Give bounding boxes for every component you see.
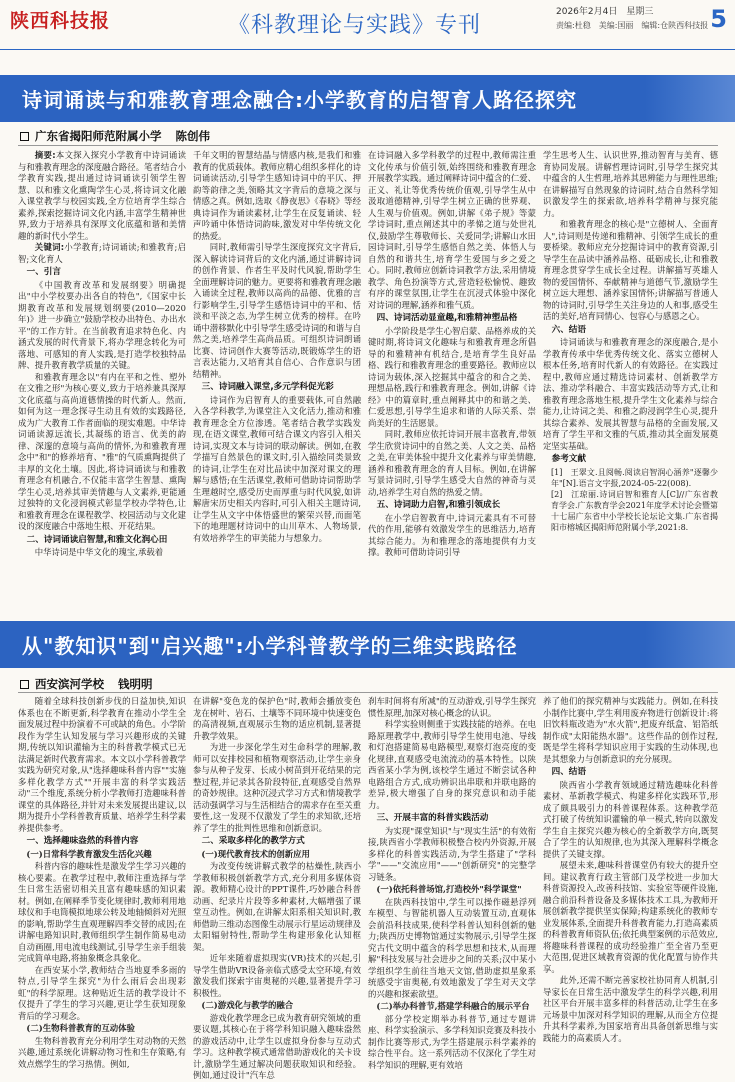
article2-title-banner [0, 621, 735, 668]
paragraph-continued: 在诗词融入多学科教学的过程中,教师需注重文化传承与价值引领,始终围绕和雅教育理念开展教学实践。通过阐释诗词中蕴含的仁爱、正义、礼让等优秀传统价值观,引导学生从中汲取道德精神,引导学生树立正确的世界观、人生观与价值观。例如,讲解《弟子规》等蒙学诗词时,重点阐述其中的孝悌之道与处世礼仪,鼓励学生尊敬师长、关爱同学;讲解山水田园诗词时,引导学生感悟自然之美、体悟人与自然的和谐共生,培育学生爱国与乡之爱之心。同时,教师应创新诗词教学方法,采用情境教学、角色扮演等方式,营造轻松愉悦、趣致有序的课堂氛围,让学生在沉浸式体验中深化对诗词的理解,涵养和雅气质。 [368, 150, 536, 310]
paragraph: 近年来随着虚拟现实(VR)技术的兴起,引导学生借助VR设备亲临式感受太空环境,有效激发我们探索宇宙奥秘的兴趣,显著提升学习积极性。 [193, 953, 361, 998]
subsection-heading: (二)生物科普教育的互动体验 [26, 1023, 135, 1033]
reference-item: [2] 江琼丽.诗词启智和雅育人[C]//广东省教育学会.广东教育学会2021年度学术讨论会暨第十七届广东省中小学校长论坛论文集.广东省揭阳市榕城区揭阳师范附属小学,2021:8. [551, 489, 718, 532]
section-heading: 一、引言 [26, 267, 61, 277]
article2-column-1 [18, 696, 186, 1074]
paragraph-continued: 在讲解"变色龙的保护色"时,教师会播放变色龙在树叶、岩石、土壤等不同环境中快速变色的高清视频,直观展示生物的适应机制,显著提升教学效果。 [193, 696, 361, 741]
subsection-heading: (一)现代教育技术的创新应用 [201, 848, 310, 859]
paragraph-continued: 学生思考人生、认识世界,推动智育与美育、德育协同发展。讲解哲理诗词时,引导学生探究其中蕴含的人生哲理,培养其思辨能力与理性思维;在讲解描写自然现象的诗词时,结合自然科学知识激发学生的探索欲,培养科学精神与探究能力。 [543, 150, 718, 218]
reference-item: [1] 王翠文.且阅畅.阅读启智润心涵养"逐馨少年"[N].语言文字报,2024-05-22(008). [551, 467, 718, 488]
paragraph: 游戏化教学理念已成为教育研究领域的重要议题,其核心在于将学科知识融入趣味盎然的游戏活动中,让学生以虚拟身份参与互动式学习。这种教学模式通常借助游戏化的关卡设计,激励学生通过解决问题获取知识和经验。例如,通过设计"汽车总 [193, 1012, 361, 1080]
special-issue-title: 《科教理论与实践》专刊 [228, 13, 482, 38]
square-bullet-icon [20, 132, 29, 141]
author-name: 陈创伟 [175, 129, 210, 143]
paragraph: 中华诗词是中华文化的瑰宝,承载着 [34, 547, 164, 557]
divider [18, 692, 718, 693]
article2-column-2 [193, 696, 361, 1080]
abstract: 摘要:本文探入探究小学教育中诗词诵读与和雅教育理念的深度融合路径。笔者结合小学教育实践,提出通过诗词诵读引领学生智慧、以和雅文化熏陶学生心灵,将诗词文化融入课堂教学与校园实践,全方位培育学生综合素养,探索挖掘诗词文化内涵,丰富学生精神世界,致力于培养具有深厚文化底蕴和谐和美情趣的新时代小学生。 [18, 150, 186, 241]
paragraph: 随着全球科技创新步伐的日益加快,知识体系也在不断更新,科学教育在推动小学生全面发展过程中扮演着不可或缺的角色。小学阶段作为学生认知发展与学习兴趣形成的关键期,传统以知识灌输为主的科普教学模式已无法满足新时代教育需求。本文以小学科普教学实践为研究对象,从"选择趣味科普内容""实施多样化教学方式""开展丰富的科学实践活动"三个维度,系统分析小学教师打造趣味科普课堂的具体路径,并针对未来发展提出建议,以期为提升小学科普教育质量、培养学生科学素养提供参考。 [18, 696, 186, 833]
author-org: 广东省揭阳师范附属小学 [35, 129, 162, 143]
paragraph: 在西安某小学,教师结合当地夏季多雨的特点,引导学生探究"为什么雨后会出现彩虹"的科学原理。这种贴近生活的教学设计不仅提升了学生的学习兴趣,更让学生获知现象背后的学习观念。 [18, 964, 186, 1021]
newspaper-logo: 陕西科技报 [10, 10, 111, 32]
section-heading: 二、诗词诵读启智慧,和雅文化润心田 [26, 534, 168, 545]
section-heading: 参考文献 [551, 454, 586, 464]
article1-column-1 [18, 150, 186, 618]
paragraph: 为改变传统讲解式教学的枯燥性,陕西小学教师积极创新教学方式,充分利用多媒体资源。教师精心设计的PPT课件,巧妙融合科普动画、纪录片片段等多种素材,大幅增强了课堂互动性。例如,在讲解太阳系相关知识时,教师借助三维动态图像生动展示行星运动规律及太阳辐射特性,帮助学生构建形象化认知框架。 [193, 861, 361, 952]
article1-title: 诗词诵读与和雅教育理念融合:小学教育的启智育人路径探究 [22, 88, 577, 112]
article1-column-3 [368, 150, 536, 618]
section-heading: 三、诗词融入课堂,多元学科促光彩 [201, 382, 334, 392]
paragraph: 此外,还需不断完善家校社协同育人机制,引导家长在日常生活中激发学生的科学兴趣,利用社区平台开展丰富多样的科普活动,让学生在多元场景中加深对科学知识的理解,从而全方位提升其科学素养,为国家培育出具备创新思维与实践能力的高素质人才。 [543, 975, 718, 1043]
subsection-heading: (二)游戏化与教学的融合 [201, 1000, 294, 1010]
article1-title-banner [0, 75, 735, 122]
section-heading: 六、结语 [551, 324, 586, 335]
article1-column-2 [193, 150, 361, 618]
paragraph: 生物科普教育充分利用学生对动物的天然兴趣,通过系统化讲解动物习性和生存策略,有效点燃学生的学习热情。例如, [18, 1035, 186, 1069]
paragraph: 诗词诵读与和雅教育理念的深度融合,是小学教育传承中华优秀传统文化、落实立德树人根本任务,培育时代新人的有效路径。在实践过程中,教师应通过精选诗词素材、创新教学方法、推动学科融合、丰富实践活动等方式,让和雅教育理念落地生根,提升学生文化素养与综合能力,让诗词之美、和雅之韵浸润学生心灵,提升其综合素养、发展其智慧与品格的全面发展,又培育了学生平和文雅的气质,推动其全面发展奠定坚实基础。 [543, 337, 718, 451]
section-heading: 一、选择趣味盎然的科普内容 [26, 836, 139, 846]
paragraph: 和雅教育理念的核心是"立德树人、全面育人",诗词则是传递和雅精神、引领学生成长的重要桥梁。教师应充分挖掘诗词中的教育资源,引导学生在品读中涵养品格、砥砺成长,让和雅教育理念贯穿学生成长全过程。讲解描写英雄人物的爱国情怀、奉献精神与道德气节,激励学生树立远大理想、涵养家国情怀;讲解描写普通人物的诗词时,引导学生关注身边的人和事,感受生活的美好,培育同情心、包容心与感恩之心。 [543, 219, 718, 321]
paragraph: 部分学校定期举办科普节,通过专题讲座、科学实验演示、多学科知识竞赛及科技小制作比赛等形式,为学生搭建展示科学素养的综合性平台。这一系列活动不仅深化了学生对科学知识的理解,更有效培 [368, 1013, 536, 1070]
article2-column-4 [543, 696, 718, 1074]
section-heading: 四、诗词活动显童趣,和雅精神塑品格 [376, 313, 518, 323]
divider [18, 145, 718, 146]
article2-column-3 [368, 696, 536, 1074]
author-org: 西安滨河学校 [35, 677, 104, 691]
paragraph-continued: 千年文明的智慧结晶与情感内核,是我们和雅教育的优质载体。教师应精心组织多样化的诗词诵读活动,引导学生感知诗词中的平仄、押韵等韵律之美,领略其文字背后的意境之深与情感之真。例如,选取《静夜思》《春晓》等经典诗词作为诵读素材,让学生在反复诵读、轻声吟诵中体悟诗词韵味,激发对中华传统文化的热爱。 [193, 150, 361, 241]
author-name: 钱明明 [118, 677, 153, 691]
paragraph: 展望未来,趣味科普课堂仍有较大的提升空间。建议教育行政主管部门及学校进一步加大科普资源投入,改善科技馆、实验室等硬件设施,融合前沿科普设备及多媒体技术工具,为教师开展创新教学提供坚实保障;构建系统化的教师专业发展体系,全面提升科普教育能力,打造高素质的科普教育师资队伍;依托典型案例的示范效应,将趣味科普课程的成功经验推广至全省乃至更大范围,促进区域教育资源的优化配置与协作共享。 [543, 860, 718, 974]
keywords: 关键词:小学教育;诗词诵读;和雅教育;启智;文化育人 [18, 242, 186, 264]
issue-date: 2026年2月4日 星期三 [556, 7, 654, 17]
paragraph: 同时,教师应依托诗词开展丰富教育,带领学生欣赏诗词中的自然之美、人文之美、品格之美,在审美体验中提升文化素养与审美情趣,涵养和雅教育理念的育人目标。例如,在讲解写景诗词时,引导学生感受大自然的神奇与灵动,培养学生对自然的热爱之情。 [368, 429, 536, 497]
subsection-heading: (一)依托科普场馆,打造校外"科学课堂" [376, 884, 522, 894]
paragraph: 科学实验则侧重于实践技能的培养。在电路原理教学中,教师引导学生使用电池、导线和灯泡搭建简易电路模型,观察灯泡亮度的变化规律,直观感受电流流动的基本特性。以陕西省某小学为例,该校学生通过不断尝试各种电路组合方式,成功辨识出串联和并联电路的差异,极大增强了自身的探究意识和动手能力。 [368, 719, 536, 810]
paragraph: 小学阶段是学生心智启蒙、品格养成的关键时期,将诗词文化趣味与和雅教育理念所倡导的和雅精神有机结合,是培育学生良好品格、践行和雅教育理念的重要路径。教师应以诗词为载体,深入挖掘其中蕴含的和合之美、理想品格,践行和雅教育理念。例如,讲解《诗经》中的篇章时,重点阐释其中的和谐之美、仁爱思想,引导学生追求和谐的人际关系、崇尚美好的生活愿景。 [368, 325, 536, 428]
masthead [0, 0, 735, 50]
section-heading: 二、采取多样化的教学方式 [201, 836, 305, 846]
paragraph: 为实现"课堂知识"与"现实生活"的有效衔接,陕西省小学教师积极整合校内外资源,开展多样化的科普实践活动,为学生搭建了"学科学"——"交流应用"——"创新研究"的完整学习链条。 [368, 825, 536, 882]
section-heading: 四、结语 [551, 767, 586, 777]
section-heading: 三、开展丰富的科普实践活动 [376, 813, 489, 823]
subsection-heading: (二)举办科普节,搭建学科融合的展示平台 [376, 1001, 530, 1011]
page-number: 5 [710, 5, 727, 33]
paragraph: 陕西省小学教育领域通过精选趣味化科普素材、革新教学模式、构建多样化实践环节,形成了颇具吸引力的科普课程体系。这种教学范式打破了传统知识灌输的单一模式,转向以激发学生自主探究兴趣为核心的全新教学方向,既契合了学生的认知规律,也为其深入理解科学概念提供了关键支撑。 [543, 779, 718, 859]
subsection-heading: (一)日常科学教育激发生活化兴趣 [26, 848, 152, 859]
paragraph: 同时,教师需引导学生深度探究文字背后,深入解读诗词背后的文化内涵,通过讲解诗词的创作背景、作者生平及时代风貌,帮助学生全面理解诗词的魅力。更要将和雅教育理念融入诵读全过程,教师以高尚的品德、优雅的言行影响学生,引导学生感悟诗词中的平和、恬淡和平淡之态,为学生树立优秀的榜样。在吟诵中潜移默化中引导学生感受诗词的和谐与自然之美,培养学生高尚品质。可组织诗词朗诵比赛、诗词创作大赛等活动,既锻炼学生的语言表达能力,又培育其自信心、合作意识与团结精神。 [193, 242, 361, 379]
section-heading: 五、诗词助力启智,和雅引领成长 [376, 500, 501, 510]
issue-meta [556, 6, 708, 32]
paragraph: 在陕西科技馆中,学生可以操作磁悬浮列车模型、与智能机器人互动装置互动,直观体会前沿科技成果,使科学科普认知科创新的魅力;陕西历史博物馆通过实物展示,引导学生探究古代文明中蕴含的科学思想和技术,从而理解"科技发展与社会进步之间的关系;汉中某小学组织学生前往当地天文馆,借助虚拟星象系统感受宇宙奥秘,有效地激发了学生对天文学的兴趣和探索欲望。 [368, 896, 536, 999]
paragraph: 诗词作为启智育人的重要载体,可自然融入各学科教学,为课堂注入文化活力,推动和雅教育理念全方位渗透。笔者结合教学实践发现,在语文课堂,教师可结合课文内容引入相关诗词,实现文本与诗词的联动解读。例如,在教学描写自然景色的课文时,引入描绘同类景致的诗词,让学生在对比品读中加深对课文的理解与感悟;在生活课堂,教师可借助诗词帮助学生理越时空,感受历史而厚重与时代风貌,如讲解唐宋历史相关内容时,可引入相关主题诗词,让学生从文字中体悟盛世的繁荣兴替,而面笔下的地理题材诗词中的山川草木、人物场景,有效培养学生的审美能力与想象力。 [193, 394, 361, 543]
article1-column-4 [543, 150, 718, 618]
article2-title: 从"教知识"到"启兴趣":小学科普教学的三维实践路径 [22, 634, 518, 658]
paragraph: 在小学启智教育中,诗词元素具有不可替代的作用,能够有效激发学生的思维活力,培育其综合能力。为和雅理念的落地提供有力支撑。教师可借助诗词引导 [368, 512, 536, 557]
paragraph: 《中国教育改革和发展纲要》明确提出"中小学校要办出各自的特色",《国家中长期教育改革和发展规划纲要(2010—2020年)》进一步确立"鼓励学校办出特色、办出水平"的工作方针。在当前教育追求特色化、内涵式发展的时代背景下,将办学理念转化为可落地、可感知的育人实践,是打造学校独特品牌、提升教育教学质量的关键。 [18, 279, 186, 370]
paragraph: 科普内容的趣味性是激发学生学习兴趣的核心要素。在教学过程中,教师注重选择与学生日常生活密切相关且富有趣味感的知识素材。例如,在阐释季节变化规律时,教师利用地球仪和手电筒模拟地球公转及地轴倾斜对光照的影响,帮助学生直观理解四季交替的成因;在讲解电路知识时,教师组织学生制作简易电动自动画圈,用电流电线测试,引导学生亲手组装完成简单电路,将抽象概念具象化。 [18, 861, 186, 963]
paragraph-continued: 养了他们的探究精神与实践能力。例如,在科技小制作比赛中,学生利用废弃物进行创新设计:将旧饮料瓶改造为"水火箭",把废弃纸盒、铝箔纸制作成"太阳能热水器"。这些作品的创作过程,既是学生将科学知识应用于实践的生动体现,也是其想象力与创新意识的充分展现。 [543, 696, 718, 764]
article2-byline [20, 676, 153, 692]
paragraph: 和雅教育理念以"有内在平和之性、塑外在文雅之形"为核心要义,致力于培养兼具深厚文化底蕴与高尚道德情操的时代新人。然而,如何为这一理念探寻生动且有效的实践路径,成为广大教育工作者面临的现实难题。中华诗词诵读源远流长,其凝练的语言、优美的韵律、深邃的意境与高尚的情怀,为和雅教育理念中"和"的修养培育、"雅"的气质熏陶提供了丰厚的文化土壤。因此,将诗词诵读与和雅教育理念有机融合,不仅能丰富学生智慧、熏陶学生心灵,培养其审美情趣与人文素养,更能通过独特的文化浸润模式彰显学校办学特色,让和雅教育理念在课程教学、校园活动与文化建设的深度融合中落地生根、开花结果。 [18, 371, 186, 531]
paragraph-continued: 刹车时间将有所减"的互动游戏,引导学生探究惯性原理,加深对核心概念的认识。 [368, 696, 536, 718]
article1-byline [20, 128, 210, 144]
staff-credits: 责编:杜稳 美编:国丽 编辑:仓陕西科技报 [556, 21, 709, 30]
paragraph: 为进一步深化学生对生命科学的理解,教师可以安排校园和植物观察活动,让学生亲身参与从种子发芽、长成小树苗到开花结果的完整过程,并记录其各阶段特征,直观感受自然界的奇妙规律。这种沉浸式学习方式和情境教学活动强调学习与生活相结合的需求存在至关重要性,这一发现不仅激发了学生的求知欲,还培养了学生的批判性思维和创新意识。 [193, 742, 361, 833]
square-bullet-icon [20, 680, 29, 689]
